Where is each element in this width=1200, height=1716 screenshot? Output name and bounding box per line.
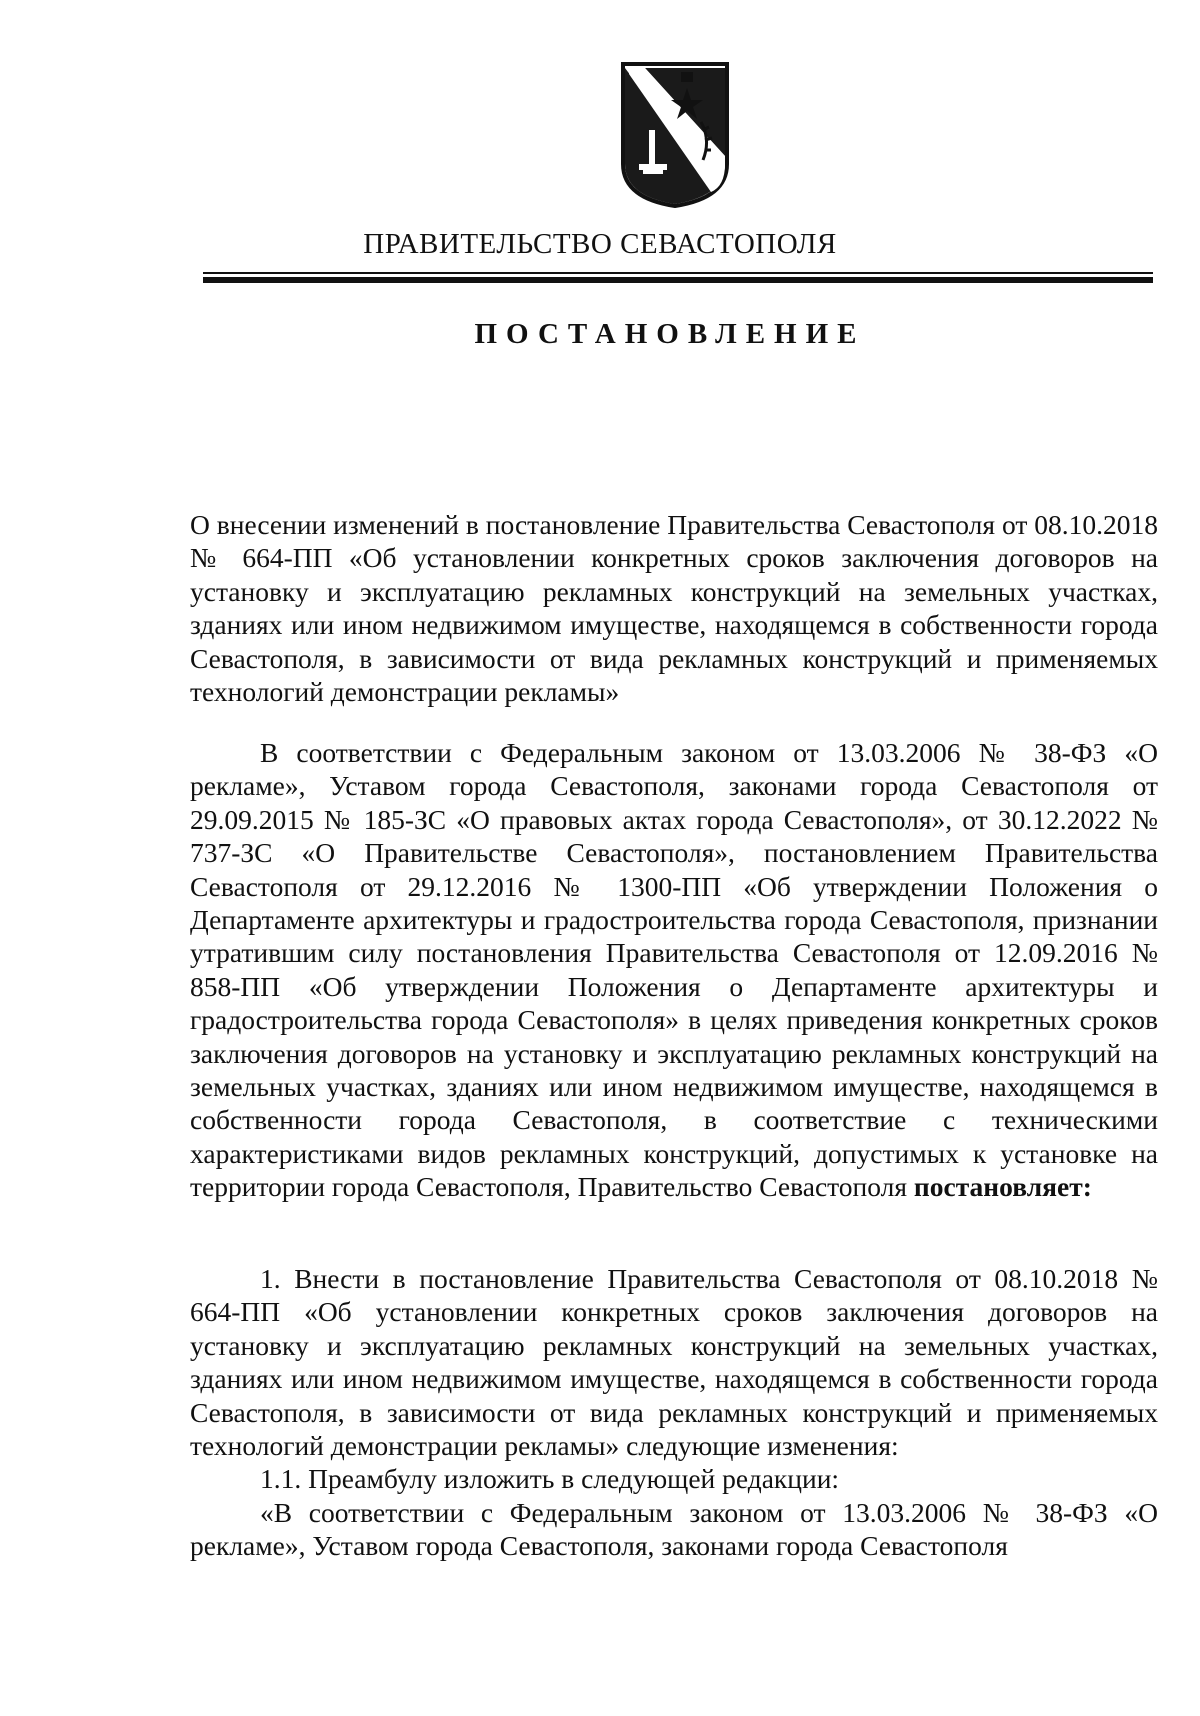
header-divider-thick — [203, 277, 1153, 283]
preamble-paragraph — [190, 736, 1158, 1204]
document-type-title: ПОСТАНОВЛЕНИЕ — [474, 318, 866, 350]
decree-subject — [190, 508, 1158, 708]
decree-body — [190, 1262, 1158, 1563]
item-1: 1. Внести в постановление Правительства Севастополя от 08.10.2018 № 664-ПП «Об установлении конкретных сроков заключения договоров на установку и эксплуатацию рекламных конструкций на земельных участках, зданиях или ином недвижимом имуществе, находящемся в собственности города Севастополя, в зависимости от вида рекламных конструкций и применяемых технологий демонстрации рекламы» следующие изменения: — [190, 1263, 1158, 1462]
quoted-preamble: «В соответствии с Федеральным законом от 13.03.2006 № 38-ФЗ «О рекламе», Уставом города Севастополя, законами города Севастополя — [190, 1496, 1158, 1562]
decree-preamble — [190, 736, 1158, 1204]
item-1-1: 1.1. Преамбулу изложить в следующей редакции: — [260, 1463, 840, 1495]
government-name: ПРАВИТЕЛЬСТВО СЕВАСТОПОЛЯ — [363, 228, 837, 260]
decree-subject-text: О внесении изменений в постановление Правительства Севастополя от 08.10.2018 № 664-ПП «Об установлении конкретных сроков заключения договоров на установку и эксплуатацию рекламных конструкций на земельных участках, зданиях или ином недвижимом имуществе, находящемся в собственности города Севастополя, в зависимости от вида рекламных конструкций и применяемых технологий демонстрации рекламы» — [190, 509, 1158, 708]
sevastopol-coat-of-arms-icon — [615, 60, 735, 210]
preamble-text: В соответствии с Федеральным законом от 13.03.2006 № 38-ФЗ «О рекламе», Уставом города Севастополя, законами города Севастополя от 29.09.2015 № 185-ЗС «О правовых актах города Севастополя», от 30.12.2022 № 737-ЗС «О Правительстве Севастополя», постановлением Правительства Севастополя от 29.12.2016 № 1300-ПП «Об утверждении Положения о Департаменте архитектуры и градостроительства города Севастополя, признании утратившим силу постановления Правительства Севастополя от 12.09.2016 № 858-ПП «Об утверждении Положения о Департаменте архитектуры и градостроительства города Севастополя» в целях приведения конкретных сроков заключения договоров на установку и эксплуатацию рекламных конструкций на земельных участках, зданиях или ином недвижимом имуществе, находящемся в собственности города Севастополя, в соответствие с техническими характеристиками видов рекламных конструкций, допустимых к установке на территории города Севастополя, Правительство Севастополя — [190, 737, 1158, 1203]
header-divider-thin — [203, 272, 1153, 274]
preamble-resolves: постановляет: — [913, 1171, 1092, 1203]
